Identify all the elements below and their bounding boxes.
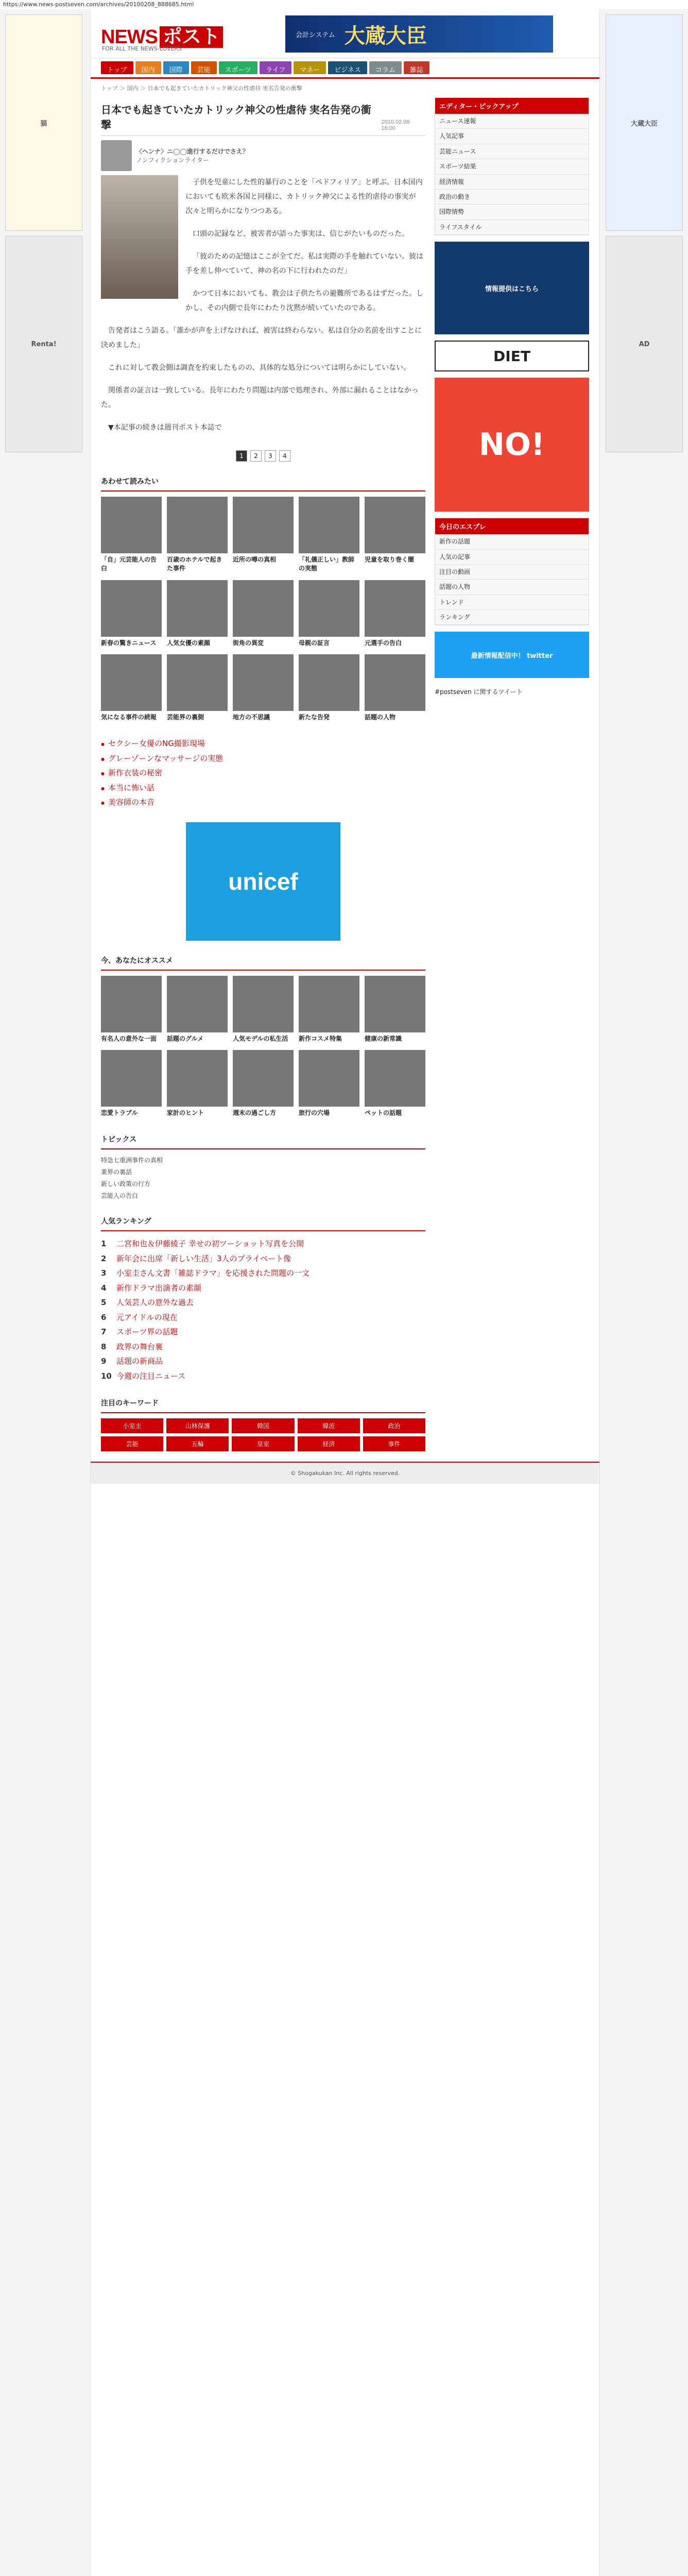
red-link[interactable]: ● 美容師の本音 xyxy=(101,795,425,810)
card-title: 新作コスメ特集 xyxy=(299,1035,342,1042)
rank-number: 9 xyxy=(101,1357,107,1366)
article-card[interactable] xyxy=(101,654,162,724)
article-card[interactable] xyxy=(365,976,425,1045)
ad-headline: 大蔵大臣 xyxy=(344,23,427,48)
nav-item-1[interactable]: 国内 xyxy=(135,61,161,74)
related-heading: あわせて読みたい xyxy=(101,472,425,492)
main-container xyxy=(90,9,600,2576)
editor-pick-title: エディター・ピックアップ xyxy=(435,98,589,114)
card-thumbnail xyxy=(101,654,162,711)
article-card[interactable] xyxy=(101,1050,162,1120)
article-card[interactable] xyxy=(167,654,228,724)
article-body xyxy=(101,175,425,435)
article-paragraph: 告発者はこう語る。「誰かが声を上げなければ、被害は終わらない。私は自分の名前を出すことに決めました」 xyxy=(101,327,422,349)
article-card[interactable] xyxy=(167,497,228,575)
rank-title: 新作ドラマ出演者の素顔 xyxy=(116,1283,202,1293)
ranking-item[interactable] xyxy=(101,1369,425,1384)
article-paragraph: かつて日本においても、教会は子供たちの避難所であるはずだった。しかし、その内側で長年にわたり沈黙が続いていたのである。 xyxy=(185,290,423,312)
nav-item-5[interactable]: ライフ xyxy=(260,61,291,74)
ranking-item[interactable] xyxy=(101,1310,425,1325)
left-skyscraper-ad[interactable] xyxy=(0,9,88,457)
breadcrumb[interactable]: トップ ＞ 国内 ＞ 日本でも起きていたカトリック神父の性虐待 実名告発の衝撃 xyxy=(101,85,302,92)
popular-title: 今日のエスプレ xyxy=(435,518,589,534)
card-title: 週末の過ごし方 xyxy=(233,1109,277,1117)
card-title: 街角の異変 xyxy=(233,639,264,647)
info-ad[interactable]: 情報提供はこちら xyxy=(435,242,589,334)
ranking-list xyxy=(101,1236,425,1383)
rank-number: 1 xyxy=(101,1239,107,1249)
rank-title: 二宮和也＆伊藤綾子 幸せの初ツーショット写真を公開 xyxy=(116,1239,304,1249)
ranking-item[interactable] xyxy=(101,1251,425,1266)
ranking-item[interactable] xyxy=(101,1281,425,1296)
card-thumbnail xyxy=(233,654,294,711)
twitter-banner[interactable]: 最新情報配信中！ twitter xyxy=(435,632,589,678)
editor-pick-item[interactable]: 経済情報 xyxy=(435,175,589,190)
card-title: 有名人の意外な一面 xyxy=(101,1035,157,1042)
article-paragraph: ▼本記事の続きは週刊ポスト本誌で xyxy=(108,423,222,432)
article-card[interactable] xyxy=(101,497,162,575)
article-date: 2010.02.08 16:00 xyxy=(381,119,410,131)
card-thumbnail xyxy=(299,497,359,553)
recommend-grid xyxy=(101,976,425,1120)
article-paragraph: これに対して教会側は調査を約束したものの、具体的な処分については明らかにしていない。 xyxy=(108,364,411,372)
card-title: 話題のグルメ xyxy=(167,1035,204,1042)
article-card[interactable] xyxy=(299,580,359,650)
keyword-heading: 注目のキーワード xyxy=(101,1394,425,1413)
nav-item-4[interactable]: スポーツ xyxy=(219,61,257,74)
article-card[interactable] xyxy=(365,1050,425,1120)
article-card[interactable] xyxy=(365,580,425,650)
nav-item-0[interactable]: トップ xyxy=(101,61,133,74)
article-card[interactable] xyxy=(299,976,359,1045)
card-title: 旅行の穴場 xyxy=(299,1109,330,1117)
card-title: 話題の人物 xyxy=(365,714,396,721)
page-link[interactable]: 1 xyxy=(236,450,247,462)
card-thumbnail xyxy=(299,976,359,1032)
unicef-ad[interactable]: unicef xyxy=(186,822,340,941)
red-link-list xyxy=(101,736,425,810)
ranking-item[interactable] xyxy=(101,1325,425,1340)
card-thumbnail xyxy=(365,1050,425,1107)
article-paragraph: 関係者の証言は一致している。長年にわたり問題は内部で処理され、外部に漏れることはなかった。 xyxy=(101,386,419,409)
rank-number: 5 xyxy=(101,1298,107,1308)
card-thumbnail xyxy=(299,580,359,637)
keyword-tag[interactable]: 政治 xyxy=(363,1418,425,1433)
global-nav xyxy=(91,58,599,79)
card-thumbnail xyxy=(167,580,228,637)
card-thumbnail xyxy=(365,497,425,553)
card-thumbnail xyxy=(101,580,162,637)
rank-number: 4 xyxy=(101,1283,107,1293)
article-card[interactable] xyxy=(101,976,162,1045)
keyword-tag[interactable]: 事件 xyxy=(363,1436,425,1451)
ranking-item[interactable] xyxy=(101,1266,425,1281)
article-card[interactable] xyxy=(167,1050,228,1120)
topic-link[interactable]: 新しい政策の行方 xyxy=(101,1180,151,1188)
nav-item-6[interactable]: マネー xyxy=(294,61,326,74)
sns-heading: #postseven に関するツイート xyxy=(435,688,523,696)
keyword-tag[interactable]: 経済 xyxy=(298,1436,360,1451)
ranking-heading: 人気ランキング xyxy=(101,1212,425,1231)
keyword-tag[interactable]: 皇室 xyxy=(232,1436,294,1451)
red-link[interactable]: ● グレーゾーンなマッサージの実態 xyxy=(101,751,425,766)
red-link[interactable]: ● 本当に怖い話 xyxy=(101,781,425,795)
article-column xyxy=(101,97,425,1451)
article-card[interactable] xyxy=(365,497,425,575)
popular-item[interactable]: 注目の動画 xyxy=(435,565,589,580)
article-card[interactable] xyxy=(299,497,359,575)
article-card[interactable] xyxy=(365,654,425,724)
rank-title: 新年会に出席「新しい生活」3人のプライベート像 xyxy=(116,1253,291,1263)
card-title: 健康の新常識 xyxy=(365,1035,402,1042)
rank-number: 3 xyxy=(101,1268,107,1278)
red-link[interactable]: ● 新作衣装の秘密 xyxy=(101,766,425,781)
card-thumbnail xyxy=(299,1050,359,1107)
popular-item[interactable]: 人気の記事 xyxy=(435,550,589,565)
red-link[interactable]: ● セクシー女優のNG撮影現場 xyxy=(101,736,425,751)
popular-item[interactable]: 新作の話題 xyxy=(435,534,589,549)
card-title: 児童を取り巻く闇 xyxy=(365,556,415,563)
article-card[interactable] xyxy=(299,1050,359,1120)
article-card[interactable] xyxy=(167,976,228,1045)
card-title: 近所の噂の真相 xyxy=(233,556,277,563)
site-logo[interactable]: NEWS ポスト xyxy=(101,21,223,49)
rank-number: 6 xyxy=(101,1312,107,1322)
card-thumbnail xyxy=(101,976,162,1032)
keyword-tag[interactable]: 芸能 xyxy=(101,1436,163,1451)
card-title: 母親の証言 xyxy=(299,639,330,647)
topics-list xyxy=(101,1155,425,1201)
diet-ad[interactable]: DIET xyxy=(435,341,589,371)
card-title: 人気モデルの私生活 xyxy=(233,1035,288,1042)
article-card[interactable] xyxy=(233,654,294,724)
popular-item[interactable]: 話題の人物 xyxy=(435,580,589,595)
article-card[interactable] xyxy=(233,497,294,575)
card-thumbnail xyxy=(299,654,359,711)
nav-item-8[interactable]: コラム xyxy=(369,61,402,74)
right-ad-top[interactable]: 大蔵大臣 xyxy=(606,14,683,231)
card-title: 恋愛トラブル xyxy=(101,1109,138,1117)
article-card[interactable] xyxy=(233,1050,294,1120)
card-thumbnail xyxy=(233,976,294,1032)
card-thumbnail xyxy=(167,1050,228,1107)
address-bar: https://www.news-postseven.com/archives/20100208_888685.html xyxy=(0,0,688,9)
page-link[interactable]: 4 xyxy=(279,450,290,462)
article-card[interactable] xyxy=(299,654,359,724)
ad-label: 会計システム xyxy=(296,31,335,39)
byline: 〈ヘンナ〉ニ◯◯進行するだけでさえ？ ノンフィクションライター xyxy=(101,136,425,175)
card-title: 百歳のホテルで起きた事件 xyxy=(167,556,222,572)
editor-pick-box xyxy=(435,97,589,235)
card-thumbnail xyxy=(101,497,162,553)
related-grid xyxy=(101,497,425,724)
keyword-tag[interactable]: 五輪 xyxy=(166,1436,229,1451)
article-title: 日本でも起きていたカトリック神父の性虐待 実名告発の衝撃 2010.02.08 16:00 xyxy=(101,97,425,136)
right-column xyxy=(435,97,589,1451)
article-card[interactable] xyxy=(167,580,228,650)
card-title: 「自」元芸能人の告白 xyxy=(101,556,157,572)
card-title: 新春の驚きニュース xyxy=(101,639,157,647)
page-link[interactable]: 2 xyxy=(250,450,262,462)
footer: © Shogakukan Inc. All rights reserved. xyxy=(91,1462,599,1484)
card-title: 新たな告発 xyxy=(299,714,330,721)
nav-item-9[interactable]: 雑誌 xyxy=(404,61,429,74)
left-ad-top[interactable]: 猫 xyxy=(5,14,82,231)
article-paragraph: 「彼のための記憶はここが全てだ。私は実際の手を触れていない。彼は手を差し伸べていて、神の名の下に行われたのだ」 xyxy=(185,252,423,275)
card-title: 「礼儀正しい」教師の実態 xyxy=(299,556,355,572)
editor-pick-item[interactable]: 政治の動き xyxy=(435,190,589,205)
topic-link[interactable]: 特急七重洲事件の真相 xyxy=(101,1157,163,1164)
rank-number: 8 xyxy=(101,1342,107,1351)
article-card[interactable] xyxy=(233,976,294,1045)
nav-item-3[interactable]: 芸能 xyxy=(191,61,217,74)
editor-pick-item[interactable]: ニュース速報 xyxy=(435,114,589,129)
ranking-item[interactable] xyxy=(101,1354,425,1369)
keyword-tag[interactable]: 山林保護 xyxy=(166,1418,229,1433)
keyword-tag[interactable]: 小室圭 xyxy=(101,1418,163,1433)
card-title: ペットの話題 xyxy=(365,1109,402,1117)
card-title: 家計のヒント xyxy=(167,1109,204,1117)
rank-title: 小室圭さん文書「雑誌ドラマ」を応援された問題の一文 xyxy=(116,1268,310,1278)
card-title: 芸能界の裏側 xyxy=(167,714,204,721)
card-thumbnail xyxy=(167,497,228,553)
popular-item[interactable]: ランキング xyxy=(435,610,589,625)
keyword-tag[interactable]: 韓国 xyxy=(232,1418,294,1433)
topic-link[interactable]: 芸能人の告白 xyxy=(101,1192,139,1199)
editor-pick-item[interactable]: 人気記事 xyxy=(435,129,589,144)
card-thumbnail xyxy=(233,1050,294,1107)
tagline: FOR ALL THE NEWS-LOVERS xyxy=(102,45,182,52)
page-link[interactable]: 3 xyxy=(265,450,276,462)
card-title: 気になる事件の続報 xyxy=(101,714,157,721)
nav-item-2[interactable]: 国際 xyxy=(163,61,189,74)
pagination[interactable] xyxy=(101,450,425,462)
ranking-item[interactable] xyxy=(101,1295,425,1310)
keyword-tag[interactable]: 韓流 xyxy=(298,1418,360,1433)
card-thumbnail xyxy=(365,654,425,711)
no-ad[interactable]: NO! xyxy=(435,378,589,512)
rank-number: 2 xyxy=(101,1253,107,1263)
article-photo xyxy=(101,175,178,299)
popular-box xyxy=(435,518,589,625)
rank-title: 話題の新商品 xyxy=(116,1357,163,1366)
card-thumbnail xyxy=(233,580,294,637)
nav-item-7[interactable]: ビジネス xyxy=(328,61,367,74)
rank-number: 10 xyxy=(101,1371,112,1381)
left-ad-bottom[interactable]: Renta! xyxy=(5,236,82,452)
rank-title: 人気芸人の意外な過去 xyxy=(116,1298,194,1308)
popular-item[interactable]: トレンド xyxy=(435,595,589,610)
card-thumbnail xyxy=(167,654,228,711)
editor-pick-item[interactable]: 芸能ニュース xyxy=(435,144,589,159)
card-thumbnail xyxy=(365,580,425,637)
header-banner-ad[interactable] xyxy=(285,15,553,53)
rank-title: 政界の舞台裏 xyxy=(116,1342,163,1351)
card-thumbnail xyxy=(167,976,228,1032)
rank-number: 7 xyxy=(101,1327,107,1337)
card-thumbnail xyxy=(365,976,425,1032)
rank-title: 今週の注目ニュース xyxy=(116,1371,186,1381)
editor-pick-item[interactable]: スポーツ結果 xyxy=(435,159,589,174)
topic-link[interactable]: 業界の裏話 xyxy=(101,1168,132,1176)
topics-heading: トピックス xyxy=(101,1130,425,1149)
card-title: 人気女優の素顔 xyxy=(167,639,211,647)
ranking-item[interactable] xyxy=(101,1236,425,1251)
ranking-item[interactable] xyxy=(101,1340,425,1354)
article-card[interactable] xyxy=(233,580,294,650)
rank-title: 元アイドルの現在 xyxy=(116,1312,178,1322)
right-ad-bottom[interactable]: AD xyxy=(606,236,683,452)
header xyxy=(91,9,599,58)
card-title: 地方の不思議 xyxy=(233,714,270,721)
keyword-grid xyxy=(101,1418,425,1451)
author-avatar xyxy=(101,140,132,171)
article-paragraph: 口頭の記録など、被害者が語った事実は、信じがたいものだった。 xyxy=(193,230,409,238)
recommend-heading: 今、あなたにオススメ xyxy=(101,951,425,971)
editor-pick-item[interactable]: 国際情勢 xyxy=(435,205,589,219)
editor-pick-item[interactable]: ライフスタイル xyxy=(435,220,589,235)
rank-title: スポーツ界の話題 xyxy=(116,1327,178,1337)
card-thumbnail xyxy=(233,497,294,553)
card-thumbnail xyxy=(101,1050,162,1107)
card-title: 元選手の告白 xyxy=(365,639,402,647)
right-skyscraper-ad[interactable] xyxy=(600,9,688,457)
article-card[interactable] xyxy=(101,580,162,650)
article-paragraph: 子供を児童にした性的暴行のことを「ペドフィリア」と呼ぶ。日本国内においても欧米各国と同様に、カトリック神父による性的虐待の事実が次々と明らかになりつつある。 xyxy=(185,178,423,215)
